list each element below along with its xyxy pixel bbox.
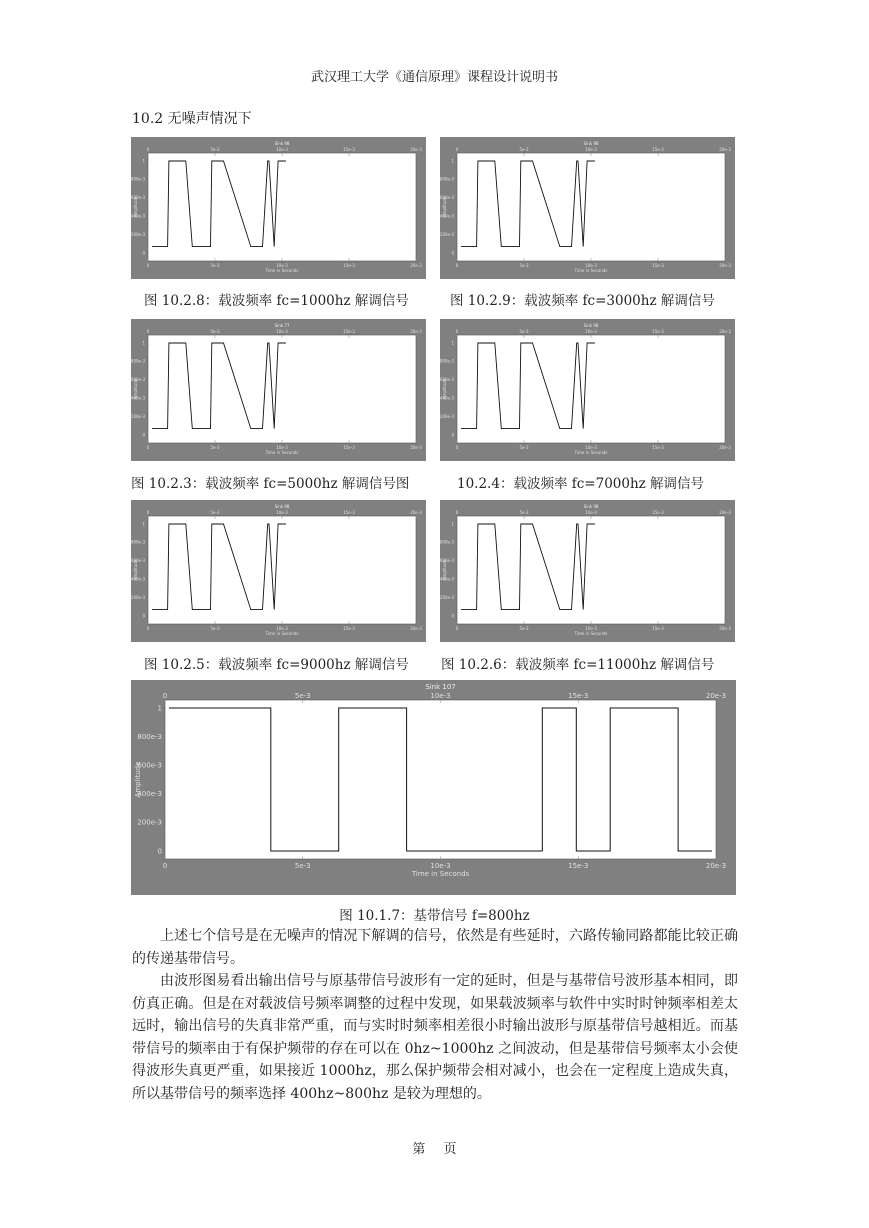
plot-area <box>148 153 416 261</box>
x-bottom-tick-label: 10e-3 <box>585 445 597 450</box>
x-top-tick-label: 10e-3 <box>276 329 288 334</box>
y-axis-label: Amplitude <box>442 559 447 581</box>
caption-10-1-7: 图 10.1.7：基带信号 f=800hz <box>339 908 530 924</box>
y-tick-label: 400e-3 <box>440 576 454 582</box>
x-bottom-tick-label: 5e-3 <box>210 445 220 450</box>
x-top-tick-label: 0 <box>455 147 459 152</box>
x-top-tick-label: 20e-3 <box>719 147 731 152</box>
x-axis-label: Time in Seconds <box>574 631 608 636</box>
caption-10-2-6: 图 10.2.6：载波频率 fc=11000hz 解调信号 <box>441 657 715 673</box>
x-bottom-tick-label: 0 <box>162 862 168 870</box>
caption-10-2-3: 图 10.2.3：载波频率 fc=5000hz 解调信号图 <box>131 476 410 492</box>
x-top-tick-label: 10e-3 <box>276 147 288 152</box>
y-tick-label: 200e-3 <box>440 231 454 237</box>
x-bottom-tick-label: 10e-3 <box>430 862 451 870</box>
x-bottom-tick-label: 10e-3 <box>276 445 288 450</box>
y-tick-label: 800e-3 <box>131 358 145 364</box>
y-tick-label: 600e-3 <box>131 558 145 564</box>
y-axis-label: Amplitude <box>133 196 138 218</box>
x-top-tick-label: 5e-3 <box>210 147 220 152</box>
y-axis-label: Amplitude <box>134 761 142 798</box>
y-tick-label: 0 <box>142 432 145 438</box>
x-top-tick-label: 0 <box>146 510 150 515</box>
y-tick-label: 800e-3 <box>131 539 145 545</box>
y-tick-label: 0 <box>451 250 454 256</box>
page-header: 武汉理工大学《通信原理》课程设计说明书 <box>310 70 558 85</box>
y-tick-label: 800e-3 <box>131 176 145 182</box>
x-bottom-tick-label: 0 <box>146 263 150 268</box>
y-tick-label: 200e-3 <box>440 594 454 600</box>
x-top-tick-label: 10e-3 <box>430 692 451 700</box>
x-bottom-tick-label: 20e-3 <box>410 626 422 631</box>
x-bottom-tick-label: 20e-3 <box>719 445 731 450</box>
x-bottom-tick-label: 15e-3 <box>343 626 355 631</box>
y-tick-label: 800e-3 <box>440 176 454 182</box>
caption-10-2-4: 10.2.4：载波频率 fc=7000hz 解调信号 <box>457 476 705 492</box>
x-top-tick-label: 20e-3 <box>410 329 422 334</box>
y-tick-label: 600e-3 <box>440 377 454 383</box>
x-top-tick-label: 20e-3 <box>719 510 731 515</box>
x-top-tick-label: 5e-3 <box>519 510 529 515</box>
x-bottom-tick-label: 15e-3 <box>343 263 355 268</box>
y-tick-label: 200e-3 <box>137 818 162 827</box>
x-bottom-tick-label: 5e-3 <box>210 626 220 631</box>
y-tick-label: 0 <box>451 613 454 619</box>
plot-title: Sink 98 <box>583 141 599 146</box>
plot-area <box>148 335 416 443</box>
y-tick-label: 1 <box>142 158 145 164</box>
x-bottom-tick-label: 20e-3 <box>410 445 422 450</box>
x-bottom-tick-label: 20e-3 <box>705 862 727 870</box>
caption-10-2-9: 图 10.2.9：载波频率 fc=3000hz 解调信号 <box>450 293 715 309</box>
x-axis-label: Time in Seconds <box>574 268 608 273</box>
y-tick-label: 1 <box>451 521 454 527</box>
y-tick-label: 400e-3 <box>440 213 454 219</box>
caption-10-2-5: 图 10.2.5：载波频率 fc=9000hz 解调信号 <box>144 657 409 673</box>
y-tick-label: 400e-3 <box>137 790 162 799</box>
x-bottom-tick-label: 0 <box>455 445 459 450</box>
y-tick-label: 400e-3 <box>131 576 145 582</box>
y-tick-label: 400e-3 <box>440 395 454 401</box>
plot-title: Sink 107 <box>425 683 456 691</box>
x-top-tick-label: 15e-3 <box>652 510 664 515</box>
x-bottom-tick-label: 5e-3 <box>519 626 529 631</box>
y-tick-label: 400e-3 <box>131 213 145 219</box>
x-bottom-tick-label: 0 <box>455 263 459 268</box>
y-tick-label: 600e-3 <box>440 558 454 564</box>
y-tick-label: 600e-3 <box>137 761 162 770</box>
y-tick-label: 0 <box>451 432 454 438</box>
plot-area <box>148 516 416 624</box>
x-top-tick-label: 0 <box>162 692 168 700</box>
y-tick-label: 0 <box>157 847 162 856</box>
y-tick-label: 200e-3 <box>131 413 145 419</box>
plot-area <box>457 153 725 261</box>
x-bottom-tick-label: 20e-3 <box>719 263 731 268</box>
plot-title: Sink 98 <box>583 504 599 509</box>
x-top-tick-label: 20e-3 <box>719 329 731 334</box>
plot-title: Sink 77 <box>274 323 290 328</box>
y-tick-label: 200e-3 <box>131 231 145 237</box>
y-tick-label: 1 <box>451 340 454 346</box>
y-tick-label: 1 <box>157 704 162 713</box>
x-axis-label: Time in Seconds <box>265 450 299 455</box>
paragraph-2: 由波形图易看出输出信号与原基带信号波形有一定的延时，但是与基带信号波形基本相同，即仿真正确。但是在对载波信号频率调整的过程中发现，如果载波频率与软件中实时时钟频率相差太远时，输出信号的失真非常严重，而与实时时频率相差很小时输出波形与原基带信号越相近。而基带信号的频率由于有保护频带的存在可以在 0hz~1000hz 之间波动，但是基带信号频率太小会使得波形失真更严重，如果接近 1000hz，那么保护频带会相对减小，也会在一定程度上造成失真，所以基带信号的频率选择 400hz~800hz 是较为理想的。 <box>132 973 738 1102</box>
x-top-tick-label: 15e-3 <box>343 510 355 515</box>
x-top-tick-label: 10e-3 <box>585 147 597 152</box>
body-text <box>132 925 738 1105</box>
x-top-tick-label: 15e-3 <box>343 147 355 152</box>
x-top-tick-label: 0 <box>146 147 150 152</box>
figure-10-2-6 <box>440 500 735 642</box>
x-top-tick-label: 5e-3 <box>210 510 220 515</box>
plot-area <box>457 335 725 443</box>
figure-10-2-4 <box>440 319 735 461</box>
figure-10-1-7 <box>131 680 736 895</box>
section-title: 10.2 无噪声情况下 <box>132 111 252 127</box>
x-top-tick-label: 5e-3 <box>294 692 311 700</box>
figure-10-2-8 <box>131 137 426 279</box>
y-tick-label: 800e-3 <box>440 358 454 364</box>
y-tick-label: 800e-3 <box>440 539 454 545</box>
plot-title: Sink 98 <box>583 323 599 328</box>
y-tick-label: 1 <box>142 340 145 346</box>
y-tick-label: 400e-3 <box>131 395 145 401</box>
x-top-tick-label: 15e-3 <box>652 329 664 334</box>
page-footer: 第 页 <box>412 1142 457 1157</box>
y-tick-label: 200e-3 <box>131 594 145 600</box>
x-bottom-tick-label: 15e-3 <box>343 445 355 450</box>
x-bottom-tick-label: 0 <box>146 445 150 450</box>
figure-10-2-5 <box>131 500 426 642</box>
x-bottom-tick-label: 0 <box>455 626 459 631</box>
figure-10-2-9 <box>440 137 735 279</box>
x-top-tick-label: 10e-3 <box>585 510 597 515</box>
x-top-tick-label: 5e-3 <box>210 329 220 334</box>
caption-10-2-8: 图 10.2.8：载波频率 fc=1000hz 解调信号 <box>144 293 409 309</box>
y-axis-label: Amplitude <box>133 559 138 581</box>
x-axis-label: Time in Seconds <box>574 450 608 455</box>
x-bottom-tick-label: 0 <box>146 626 150 631</box>
x-top-tick-label: 10e-3 <box>276 510 288 515</box>
y-tick-label: 600e-3 <box>131 195 145 201</box>
x-top-tick-label: 15e-3 <box>568 692 589 700</box>
plot-area <box>165 700 716 859</box>
x-top-tick-label: 20e-3 <box>705 692 727 700</box>
x-bottom-tick-label: 15e-3 <box>652 445 664 450</box>
x-bottom-tick-label: 10e-3 <box>585 626 597 631</box>
y-tick-label: 1 <box>142 521 145 527</box>
x-bottom-tick-label: 20e-3 <box>410 263 422 268</box>
x-bottom-tick-label: 15e-3 <box>652 626 664 631</box>
x-top-tick-label: 5e-3 <box>519 147 529 152</box>
x-axis-label: Time in Seconds <box>265 268 299 273</box>
y-tick-label: 800e-3 <box>137 732 162 741</box>
x-top-tick-label: 0 <box>146 329 150 334</box>
y-axis-label: Amplitude <box>133 378 138 400</box>
y-axis-label: Amplitude <box>442 378 447 400</box>
x-bottom-tick-label: 15e-3 <box>568 862 589 870</box>
x-bottom-tick-label: 10e-3 <box>585 263 597 268</box>
y-tick-label: 600e-3 <box>440 195 454 201</box>
y-tick-label: 200e-3 <box>440 413 454 419</box>
x-axis-label: Time in Seconds <box>265 631 299 636</box>
x-top-tick-label: 15e-3 <box>652 147 664 152</box>
y-tick-label: 0 <box>142 250 145 256</box>
x-top-tick-label: 5e-3 <box>519 329 529 334</box>
x-bottom-tick-label: 20e-3 <box>719 626 731 631</box>
x-bottom-tick-label: 5e-3 <box>210 263 220 268</box>
x-bottom-tick-label: 5e-3 <box>294 862 311 870</box>
x-axis-label: Time in Seconds <box>411 870 470 878</box>
x-top-tick-label: 0 <box>455 510 459 515</box>
y-tick-label: 600e-3 <box>131 377 145 383</box>
x-bottom-tick-label: 10e-3 <box>276 626 288 631</box>
x-top-tick-label: 15e-3 <box>343 329 355 334</box>
y-tick-label: 0 <box>142 613 145 619</box>
x-bottom-tick-label: 10e-3 <box>276 263 288 268</box>
y-axis-label: Amplitude <box>442 196 447 218</box>
plot-title: Sink 98 <box>274 141 290 146</box>
x-top-tick-label: 10e-3 <box>585 329 597 334</box>
x-bottom-tick-label: 15e-3 <box>652 263 664 268</box>
plot-area <box>457 516 725 624</box>
x-top-tick-label: 20e-3 <box>410 510 422 515</box>
x-bottom-tick-label: 5e-3 <box>519 445 529 450</box>
paragraph-1: 上述七个信号是在无噪声的情况下解调的信号，依然是有些延时，六路传输同路都能比较正确的传递基带信号。 <box>132 928 738 967</box>
x-top-tick-label: 0 <box>455 329 459 334</box>
x-top-tick-label: 20e-3 <box>410 147 422 152</box>
figure-10-2-3 <box>131 319 426 461</box>
plot-title: Sink 98 <box>274 504 290 509</box>
x-bottom-tick-label: 5e-3 <box>519 263 529 268</box>
y-tick-label: 1 <box>451 158 454 164</box>
